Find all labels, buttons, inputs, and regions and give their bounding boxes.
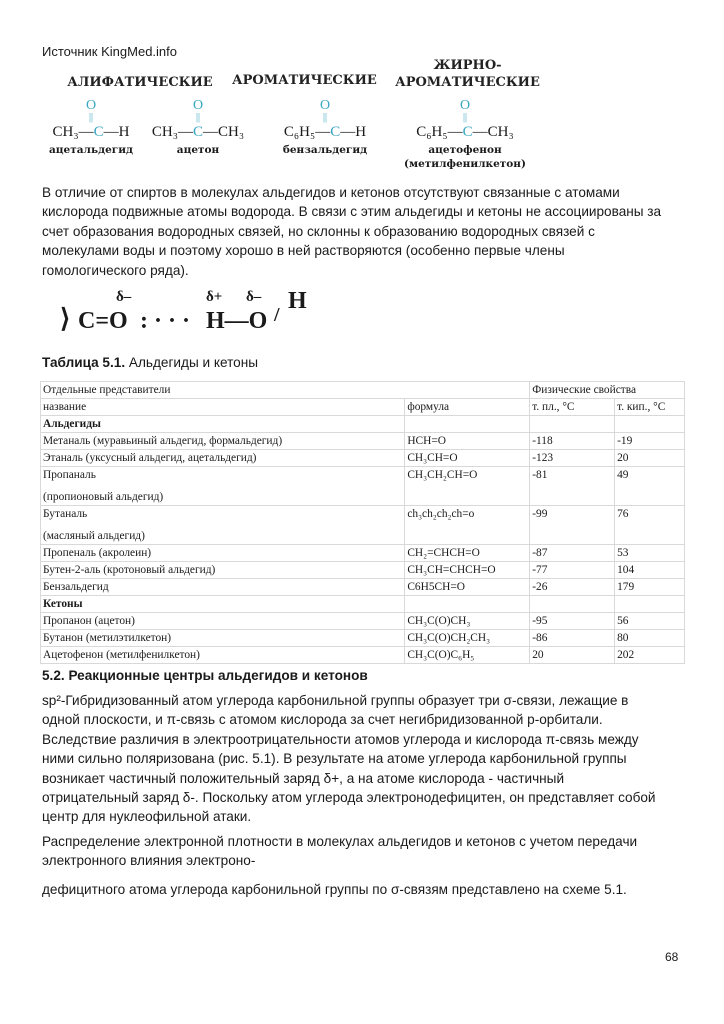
oxygen: O bbox=[85, 98, 97, 113]
text-line: sp²-Гибридизованный атом углерода карбонильной группы образует три σ-связи, лежащие в bbox=[42, 693, 629, 708]
table-cell: 53 bbox=[615, 545, 685, 562]
chain-right: —H bbox=[103, 124, 130, 140]
double-bond: || bbox=[462, 112, 467, 123]
molecule bbox=[42, 100, 140, 157]
table-row bbox=[41, 416, 685, 433]
table-row bbox=[41, 545, 685, 562]
category-aliphatic: АЛИФАТИЧЕСКИЕ bbox=[67, 75, 213, 90]
text-line: кислорода подвижные атомы водорода. В связи с этим альдегиды и кетоны не ассоциированы за bbox=[42, 204, 662, 220]
category-line: ЖИРНО- bbox=[433, 58, 502, 73]
chain-left: CH₃— bbox=[52, 124, 94, 140]
table-cell: 76 bbox=[615, 506, 685, 545]
chain-right: —CH₃ bbox=[203, 124, 245, 140]
table-cell: Пропеналь (акролеин) bbox=[41, 545, 405, 562]
table-cell bbox=[615, 596, 685, 613]
table-cell: 104 bbox=[615, 562, 685, 579]
paragraph-3 bbox=[42, 832, 692, 871]
table-cell bbox=[41, 467, 405, 506]
table-row bbox=[41, 506, 685, 545]
table-cell bbox=[530, 596, 615, 613]
table-cell bbox=[615, 416, 685, 433]
molecule bbox=[395, 100, 535, 171]
caption-text: Альдегиды и кетоны bbox=[125, 355, 258, 370]
chain-left: C₆H₅— bbox=[283, 124, 331, 140]
table-cell: Физические свойства bbox=[530, 382, 685, 399]
table-cell: CH₃C(O)C₆H₅ bbox=[405, 647, 530, 664]
oxygen: O bbox=[459, 98, 471, 113]
table-cell: 56 bbox=[615, 613, 685, 630]
table-cell: 80 bbox=[615, 630, 685, 647]
table-row bbox=[41, 450, 685, 467]
table-caption bbox=[42, 355, 258, 370]
carbonyl-carbon: C bbox=[330, 124, 341, 140]
bond-bracket: ⟩ bbox=[60, 304, 71, 333]
table-cell: Этаналь (уксусный альдегид, ацетальдегид) bbox=[41, 450, 405, 467]
text-line: молекулами воды и поэтому хорошо в ней растворяются (особенно первые члены bbox=[42, 243, 565, 259]
table-cell: 20 bbox=[530, 647, 615, 664]
table-cell: ch₃ch₂ch₂ch=o bbox=[405, 506, 530, 545]
text-line: возникает частичный положительный заряд δ+, а на атоме кислорода - частичный bbox=[42, 770, 565, 786]
text-line: электронного влияния электроно- bbox=[42, 853, 256, 869]
table-cell: Бензальдегид bbox=[41, 579, 405, 596]
chain-left: CH₃— bbox=[151, 124, 193, 140]
group-label: Альдегиды bbox=[41, 416, 405, 433]
table-cell: -87 bbox=[530, 545, 615, 562]
table-cell: Метаналь (муравьиный альдегид, формальдегид) bbox=[41, 433, 405, 450]
table-row bbox=[41, 647, 685, 664]
text-line: счет образования водородных связей, но склонны к образованию водородных связей с bbox=[42, 223, 595, 239]
table-cell: -86 bbox=[530, 630, 615, 647]
table-cell: -19 bbox=[615, 433, 685, 450]
carbonyl-carbon: C bbox=[192, 124, 203, 140]
table-cell bbox=[41, 506, 405, 545]
text-line: ними сильно поляризована (рис. 5.1). В результате на атоме углерода карбонильной группы bbox=[42, 751, 627, 767]
dots: : · · · bbox=[140, 308, 191, 334]
name-line: (пропионовый альдегид) bbox=[43, 491, 164, 503]
table-cell: Пропанон (ацетон) bbox=[41, 613, 405, 630]
table-cell: Ацетофенон (метилфенилкетон) bbox=[41, 647, 405, 664]
table-row bbox=[41, 630, 685, 647]
table-cell: -81 bbox=[530, 467, 615, 506]
name-line: Пропаналь bbox=[43, 469, 96, 481]
molecule-alt-name: (метилфенилкетон) bbox=[404, 158, 526, 170]
text-line: Вследствие различия в электроотрицательности атомов углерода и кислорода π-связь между bbox=[42, 731, 639, 747]
section-heading: 5.2. Реакционные центры альдегидов и кетонов bbox=[42, 668, 368, 683]
table-cell: формула bbox=[405, 399, 530, 416]
oxygen: O bbox=[319, 98, 331, 113]
table-cell: т. пл., °C bbox=[530, 399, 615, 416]
table-cell: C6H5CH=O bbox=[405, 579, 530, 596]
table-cell: 20 bbox=[615, 450, 685, 467]
hydrogen-bond-scheme bbox=[60, 288, 320, 338]
table-cell: -118 bbox=[530, 433, 615, 450]
text-line: Распределение электронной плотности в молекулах альдегидов и кетонов с учетом передачи bbox=[42, 834, 638, 849]
table-cell: 179 bbox=[615, 579, 685, 596]
paragraph-1 bbox=[42, 183, 692, 280]
table-row bbox=[41, 433, 685, 450]
delta-minus: δ– bbox=[246, 289, 262, 305]
table-cell: CH₃C(O)CH₃ bbox=[405, 613, 530, 630]
double-bond: || bbox=[88, 112, 93, 123]
water-h: H bbox=[288, 288, 307, 314]
text-line: дефицитного атома углерода карбонильной группы по σ-связям представлено на схеме 5.1. bbox=[42, 882, 627, 897]
text-line: одной плоскости, и π-связь с атомом кислорода за счет негибридизованной р-орбитали. bbox=[42, 712, 603, 728]
paragraph-2 bbox=[42, 691, 692, 827]
table-row bbox=[41, 467, 685, 506]
molecule-name: ацетон bbox=[176, 144, 220, 156]
table-cell: CH₂=CHCH=O bbox=[405, 545, 530, 562]
carbonyl-carbon: C bbox=[93, 124, 104, 140]
group-label: Кетоны bbox=[41, 596, 405, 613]
table-row bbox=[41, 579, 685, 596]
table-cell bbox=[405, 596, 530, 613]
caption-label: Таблица 5.1. bbox=[42, 355, 126, 370]
table-cell: Бутен-2-аль (кротоновый альдегид) bbox=[41, 562, 405, 579]
paragraph-4 bbox=[42, 880, 692, 899]
table-cell: CH₃CH₂CH=O bbox=[405, 467, 530, 506]
table-row bbox=[41, 596, 685, 613]
table-cell: 49 bbox=[615, 467, 685, 506]
table-row bbox=[41, 613, 685, 630]
molecule bbox=[146, 100, 250, 157]
table-cell: CH₃CH=O bbox=[405, 450, 530, 467]
table-cell: HCH=O bbox=[405, 433, 530, 450]
table-cell: -77 bbox=[530, 562, 615, 579]
text-line: центр для нуклеофильной атаки. bbox=[42, 809, 252, 825]
molecule bbox=[265, 100, 385, 157]
molecule-name: ацетальдегид bbox=[49, 144, 133, 156]
chain-right: —CH₃ bbox=[472, 124, 514, 140]
water-h-o: H—O bbox=[206, 308, 268, 334]
text-line: гомологического ряда). bbox=[42, 262, 189, 278]
category-fatty-aromatic bbox=[395, 57, 540, 91]
delta-plus: δ+ bbox=[206, 289, 223, 305]
molecule-name: ацетофенон bbox=[428, 144, 502, 156]
chain-left: C₆H₅— bbox=[416, 124, 463, 140]
table-cell: CH₃C(O)CH₂CH₃ bbox=[405, 630, 530, 647]
source-label: Источник KingMed.info bbox=[42, 44, 177, 59]
table-cell: Бутанон (метилэтилкетон) bbox=[41, 630, 405, 647]
table-cell: CH₃CH=CHCH=O bbox=[405, 562, 530, 579]
table-cell: т. кип., °C bbox=[615, 399, 685, 416]
table-cell: -99 bbox=[530, 506, 615, 545]
text-line: отрицательный заряд δ-. Поскольку атом углерода электронодефицитен, он представляет собой bbox=[42, 790, 656, 806]
table-cell: -123 bbox=[530, 450, 615, 467]
category-line: АРОМАТИЧЕСКИЕ bbox=[395, 75, 540, 90]
delta-minus: δ– bbox=[116, 289, 132, 305]
table-cell: -95 bbox=[530, 613, 615, 630]
table-cell: -26 bbox=[530, 579, 615, 596]
text-line: В отличие от спиртов в молекулах альдегидов и кетонов отсутствуют связанные с атомами bbox=[42, 185, 620, 200]
carbonyl: C=O bbox=[78, 308, 128, 334]
oxygen: O bbox=[192, 98, 204, 113]
table-cell bbox=[405, 416, 530, 433]
molecule-name: бензальдегид bbox=[282, 144, 368, 156]
aldehydes-ketones-table bbox=[40, 381, 685, 664]
table-cell bbox=[530, 416, 615, 433]
chain-right: —H bbox=[340, 124, 367, 140]
category-aromatic: АРОМАТИЧЕСКИЕ bbox=[232, 73, 377, 88]
bond-stroke: / bbox=[274, 304, 280, 326]
page-number: 68 bbox=[665, 950, 679, 964]
carbonyl-carbon: C bbox=[462, 124, 473, 140]
table-row bbox=[41, 562, 685, 579]
table-cell: название bbox=[41, 399, 405, 416]
table-cell: 202 bbox=[615, 647, 685, 664]
name-line: Бутаналь bbox=[43, 508, 88, 520]
name-line: (масляный альдегид) bbox=[43, 530, 145, 542]
double-bond: || bbox=[195, 112, 200, 123]
table-row bbox=[41, 382, 685, 399]
double-bond: || bbox=[322, 112, 327, 123]
table-cell: Отдельные представители bbox=[41, 382, 530, 399]
table-row bbox=[41, 399, 685, 416]
